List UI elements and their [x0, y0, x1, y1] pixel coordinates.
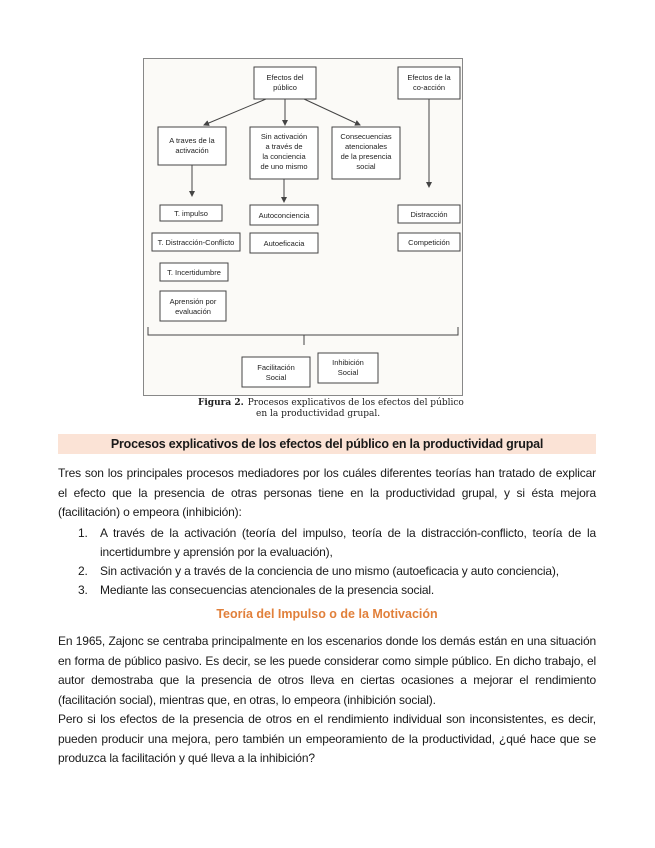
lbl-sin-activacion-4: de uno mismo	[260, 162, 308, 171]
lbl-activacion-1: A traves de la	[169, 136, 215, 145]
paragraph-question: Pero si los efectos de la presencia de otros en el rendimiento individual son inconsistentes, es decir, pueden producir una mejora, pero también un empeoramiento de la productividad, ¿qué hace que se produzca la facilitación y qué lleva a la inhibición?	[58, 712, 596, 765]
box-aprension	[160, 291, 226, 321]
caption-line-2: en la productividad grupal.	[256, 409, 381, 419]
svg-text:A traves de laactivación	[169, 136, 215, 155]
lbl-sin-activacion-1: Sin activación	[260, 132, 308, 141]
lbl-sin-activacion-2: a través de	[265, 142, 303, 151]
caption-line-1: Procesos explicativos de los efectos del público	[247, 398, 464, 408]
lbl-coaccion-1: Efectos de la	[407, 73, 451, 82]
section-title: Procesos explicativos de los efectos del público en la productividad grupal	[110, 437, 544, 451]
intro-paragraph: Tres son los principales procesos mediadores por los cuáles diferentes teorías han tratado de explicar el efecto que la presencia de otras personas tiene en la productividad grupal, y si ésta mejora (facilitación) o empeora (inhibición):	[58, 466, 596, 519]
lbl-efectos-publico-2: público	[273, 83, 297, 92]
list-item	[78, 562, 596, 581]
list-number: 3.	[78, 583, 88, 597]
lbl-competicion: Competición	[408, 238, 450, 247]
figure-caption	[198, 398, 464, 420]
lbl-activacion-2: activación	[175, 146, 209, 155]
list-number: 2.	[78, 564, 88, 578]
list-number: 1.	[78, 526, 88, 540]
lbl-facilitacion-2: Social	[265, 373, 287, 382]
lbl-facilitacion-1: Facilitación	[257, 363, 295, 372]
subheading: Teoría del Impulso o de la Motivación	[216, 607, 438, 621]
svg-text:Aprensión porevaluación	[170, 297, 217, 316]
lbl-inhibicion-2: Social	[337, 368, 359, 377]
figure-diagram	[143, 58, 463, 396]
lbl-t-distraccion: T. Distracción-Conflicto	[157, 238, 235, 247]
lbl-consecuencias-1: Consecuencias	[340, 132, 392, 141]
lbl-aprension-1: Aprensión por	[169, 297, 217, 306]
caption-label: Figura 2.	[198, 398, 244, 408]
lbl-consecuencias-3: de la presencia	[340, 152, 392, 161]
lbl-t-impulso: T. impulso	[174, 209, 208, 218]
paragraph-zajonc: En 1965, Zajonc se centraba principalmente en los escenarios donde los demás están en una situación en forma de público pasivo. Es decir, se les puede considerar como simple público. En dicho trabajo, el autor demostraba que la presencia de otros lleva en ciertas ocasiones a mejorar el rendimiento (facilitación social), mientras que, en otras, lo empeora (inhibición social).	[58, 634, 596, 707]
process-list	[78, 524, 596, 600]
svg-text:Efectos de laco-acción	[407, 73, 451, 92]
list-item	[78, 524, 596, 562]
lbl-t-incertidumbre: T. Incertidumbre	[167, 268, 221, 277]
list-item	[78, 581, 596, 600]
lbl-distraccion: Distracción	[410, 210, 448, 219]
lbl-coaccion-2: co-acción	[412, 83, 446, 92]
lbl-aprension-2: evaluación	[175, 307, 211, 316]
section-title-bar	[58, 434, 596, 454]
lbl-sin-activacion-3: la conciencia	[262, 152, 306, 161]
lbl-efectos-publico-1: Efectos del	[266, 73, 304, 82]
lbl-consecuencias-2: atencionales	[344, 142, 388, 151]
svg-text:Sin activacióna través dela co	[260, 132, 307, 171]
flow-diagram	[144, 59, 462, 395]
list-text: A través de la activación (teoría del impulso, teoría de la distracción-conflicto, teoría de la incertidumbre y aprensión por la evaluación),	[100, 526, 596, 559]
box-facilitacion	[242, 357, 310, 387]
lbl-inhibicion-1: Inhibición	[332, 358, 364, 367]
list-text: Mediante las consecuencias atencionales de la presencia social.	[100, 583, 435, 597]
lbl-autoeficacia: Autoeficacia	[263, 239, 305, 248]
list-text: Sin activación y a través de la conciencia de uno mismo (autoeficacia y auto conciencia),	[100, 564, 559, 578]
lbl-autoconciencia: Autoconciencia	[258, 211, 310, 220]
lbl-consecuencias-4: social	[356, 162, 376, 171]
